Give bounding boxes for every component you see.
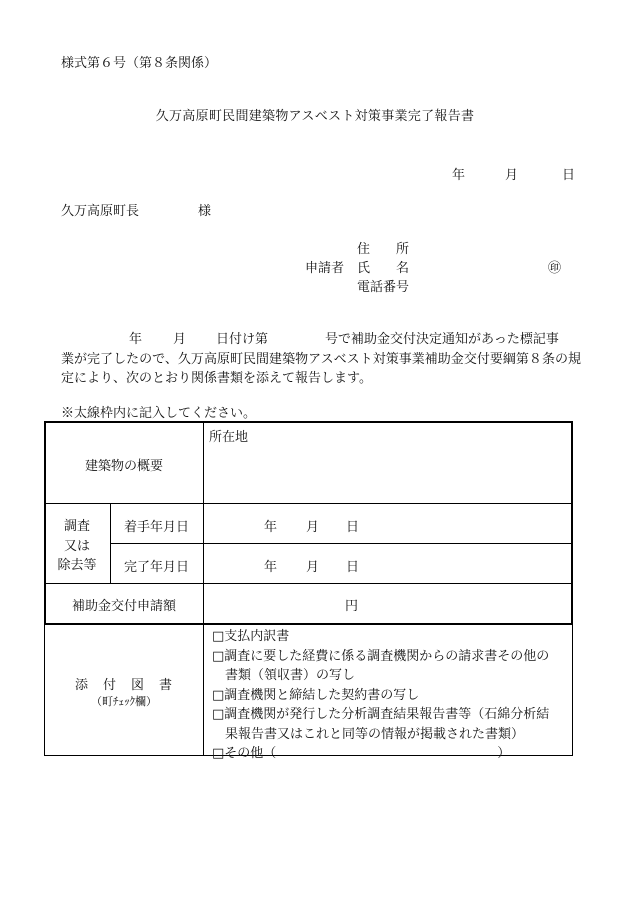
body-month-unit: 月 <box>173 332 187 347</box>
checklist-item-continued: 果報告書又はこれと同等の情報が掲載された書類） <box>212 726 525 742</box>
end-date-label: 完了年月日 <box>123 560 189 575</box>
addressee-name: 久万高原町長 <box>61 204 140 219</box>
start-day-unit: 日 <box>346 520 360 535</box>
survey-removal-label: 調査 又は 除去等 <box>57 519 97 573</box>
table-divider <box>44 583 571 584</box>
checklist-item[interactable]: □支払内訳書 <box>212 629 290 644</box>
table-divider <box>110 543 571 544</box>
table-divider <box>572 623 573 756</box>
seal-mark: ㊞ <box>548 261 562 276</box>
location-field[interactable] <box>209 443 565 499</box>
building-overview-label: 建築物の概要 <box>84 459 163 474</box>
table-divider <box>44 503 571 504</box>
address-label: 住 所 <box>357 242 410 257</box>
end-year-unit: 年 <box>264 560 278 575</box>
date-month-unit: 月 <box>505 168 519 183</box>
document-title: 久万高原町民間建築物アスベスト対策事業完了報告書 <box>155 109 475 124</box>
body-date-ref: 日付け第 <box>216 332 269 347</box>
subsidy-amount-field[interactable] <box>204 585 570 621</box>
start-date-field[interactable] <box>204 505 570 542</box>
start-month-unit: 月 <box>306 520 320 535</box>
end-month-unit: 月 <box>306 560 320 575</box>
applicant-role-label: 申請者 <box>305 261 345 276</box>
addressee-honorific: 様 <box>198 204 212 219</box>
body-paragraph <box>61 330 581 389</box>
name-label: 氏 名 <box>357 261 410 276</box>
start-date-label: 着手年月日 <box>123 520 189 535</box>
date-year-unit: 年 <box>452 168 466 183</box>
date-day-unit: 日 <box>562 168 576 183</box>
location-label: 所在地 <box>209 430 249 445</box>
body-year-unit: 年 <box>129 332 143 347</box>
phone-label: 電話番号 <box>357 280 410 295</box>
attachments-checklist <box>212 627 572 764</box>
end-day-unit: 日 <box>346 560 360 575</box>
checklist-item-other[interactable]: □その他（ ） <box>212 746 511 761</box>
start-year-unit: 年 <box>264 520 278 535</box>
form-number-label: 様式第６号（第８条関係） <box>61 56 218 71</box>
checklist-item-continued: 書類（領収書）の写し <box>212 668 356 683</box>
attachments-label: 添 付 図 書 <box>74 678 173 693</box>
report-form-table <box>44 421 573 761</box>
attachments-sublabel: （町ﾁｪｯｸ欄） <box>91 695 157 708</box>
subsidy-unit: 円 <box>345 599 359 614</box>
body-line1-rest: 号で補助金交付決定通知があった標記事 <box>325 332 559 347</box>
end-date-field[interactable] <box>204 545 570 582</box>
checklist-item[interactable]: □調査機関が発行した分析調査結果報告書等（石綿分析結 <box>212 707 550 722</box>
instruction-note: ※太線枠内に記入してください。 <box>61 406 257 421</box>
addressee <box>61 200 212 219</box>
body-continuation: 業が完了したので、久万高原町民間建築物アスベスト対策事業補助金交付要綱第８条の規定により、次のとおり関係書類を添えて報告します。 <box>61 351 581 386</box>
subsidy-amount-label: 補助金交付申請額 <box>71 599 176 614</box>
checklist-item[interactable]: □調査に要した経費に係る調査機関からの請求書その他の <box>212 648 550 664</box>
checklist-item[interactable]: □調査機関と締結した契約書の写し <box>212 687 420 703</box>
